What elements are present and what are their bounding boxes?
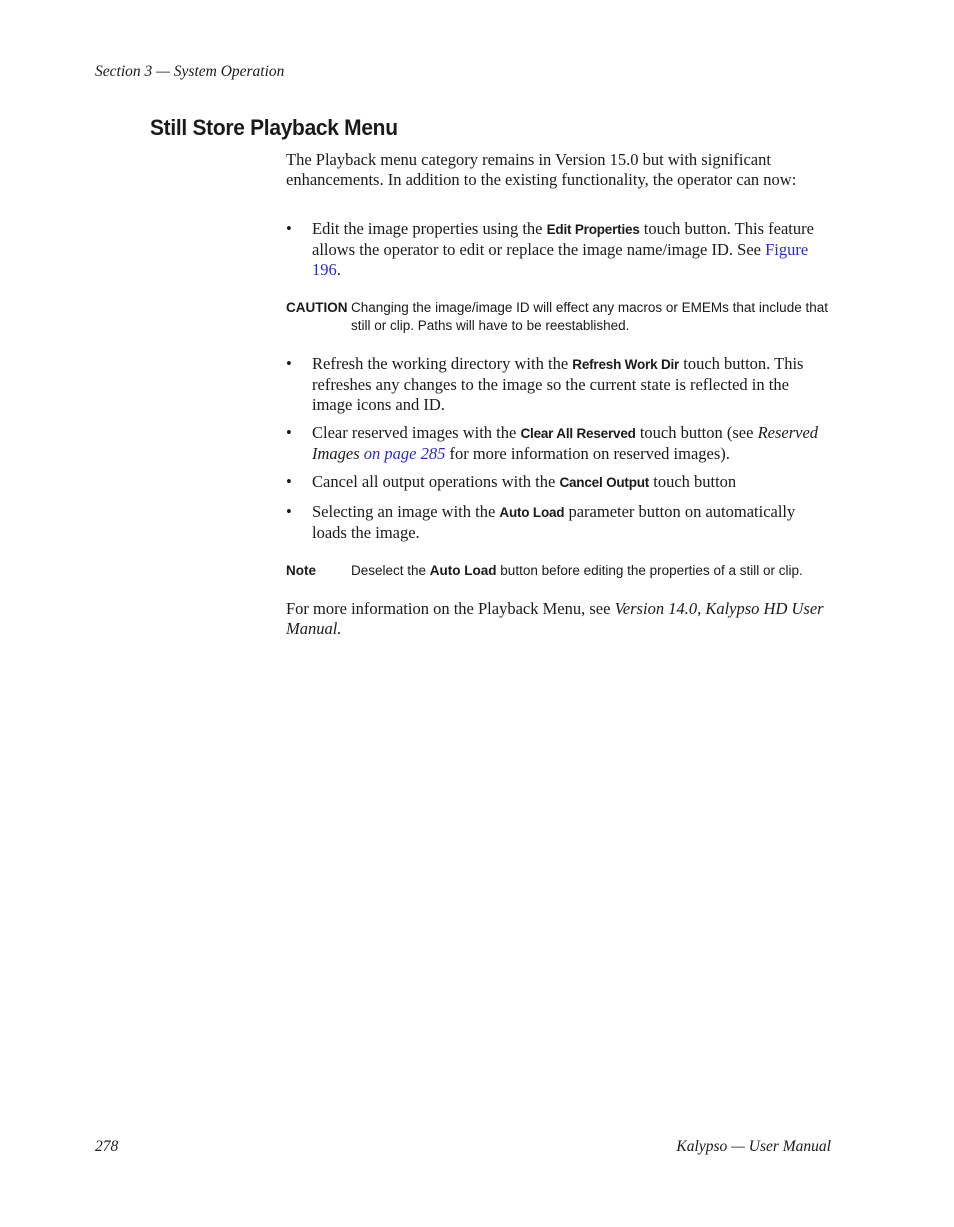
- page-number: 278: [95, 1138, 119, 1155]
- bullet-text: Refresh the working directory with the: [312, 354, 573, 373]
- bullet-icon: •: [286, 502, 292, 521]
- section-title: Still Store Playback Menu: [150, 115, 398, 140]
- reserved-images-ref: Reserved Images: [312, 423, 819, 463]
- bullet-text: touch button: [649, 472, 737, 491]
- bullet-icon: •: [286, 219, 292, 238]
- bullet-text: Selecting an image with the: [312, 502, 500, 521]
- bullet-icon: •: [286, 472, 292, 491]
- note-text: button before editing the properties of a still or clip.: [496, 563, 803, 578]
- manual-reference: Version 14.0, Kalypso HD User Manual.: [286, 599, 824, 638]
- note-text: Deselect the: [351, 563, 430, 578]
- cancel-output-button-ref: Cancel Output: [559, 475, 650, 490]
- bullet-icon: •: [286, 354, 292, 373]
- bullet-text: for more information on reserved images).: [445, 444, 730, 463]
- bullet-text: Cancel all output operations with the: [312, 472, 560, 491]
- list-item: [286, 219, 831, 280]
- figure-link[interactable]: Figure 196: [312, 240, 809, 279]
- refresh-work-dir-button-ref: Refresh Work Dir: [572, 357, 680, 372]
- clear-all-reserved-button-ref: Clear All Reserved: [520, 426, 636, 441]
- manual-title: Kalypso — User Manual: [676, 1138, 831, 1155]
- note-callout: [286, 562, 831, 580]
- caution-callout: [286, 299, 831, 335]
- list-item: [286, 423, 831, 464]
- bullet-text: .: [336, 260, 341, 279]
- auto-load-button-ref: Auto Load: [499, 505, 565, 520]
- bullet-text: Edit the image properties using the: [312, 219, 547, 238]
- edit-properties-button-ref: Edit Properties: [546, 222, 640, 237]
- caution-text: Changing the image/image ID will effect any macros or EMEMs that include that still or clip. Paths will have to be reestablished.: [351, 300, 828, 333]
- page-link[interactable]: on page 285: [363, 444, 446, 463]
- bullet-text: touch button. This refreshes any changes to the image so the current state is reflected in the image icons and ID.: [312, 354, 804, 414]
- bullet-text: touch button. This feature allows the operator to edit or replace the image name/image ID. See: [312, 219, 814, 259]
- note-label: Note: [286, 563, 316, 578]
- caution-label: CAUTION: [286, 300, 348, 315]
- list-item: [286, 472, 831, 493]
- closing-text: For more information on the Playback Menu, see: [286, 599, 615, 618]
- closing-paragraph: [286, 599, 831, 639]
- auto-load-button-ref: Auto Load: [429, 563, 497, 578]
- bullet-text: touch button (see: [635, 423, 758, 442]
- bullet-icon: •: [286, 423, 292, 442]
- intro-paragraph: The Playback menu category remains in Version 15.0 but with significant enhancements. In addition to the existing functionality, the operator can now:: [286, 150, 797, 189]
- list-item: [286, 502, 831, 543]
- bullet-text: parameter button on automatically loads the image.: [312, 502, 796, 542]
- bullet-text: Clear reserved images with the: [312, 423, 521, 442]
- list-item: [286, 354, 831, 415]
- running-head: Section 3 — System Operation: [95, 63, 285, 80]
